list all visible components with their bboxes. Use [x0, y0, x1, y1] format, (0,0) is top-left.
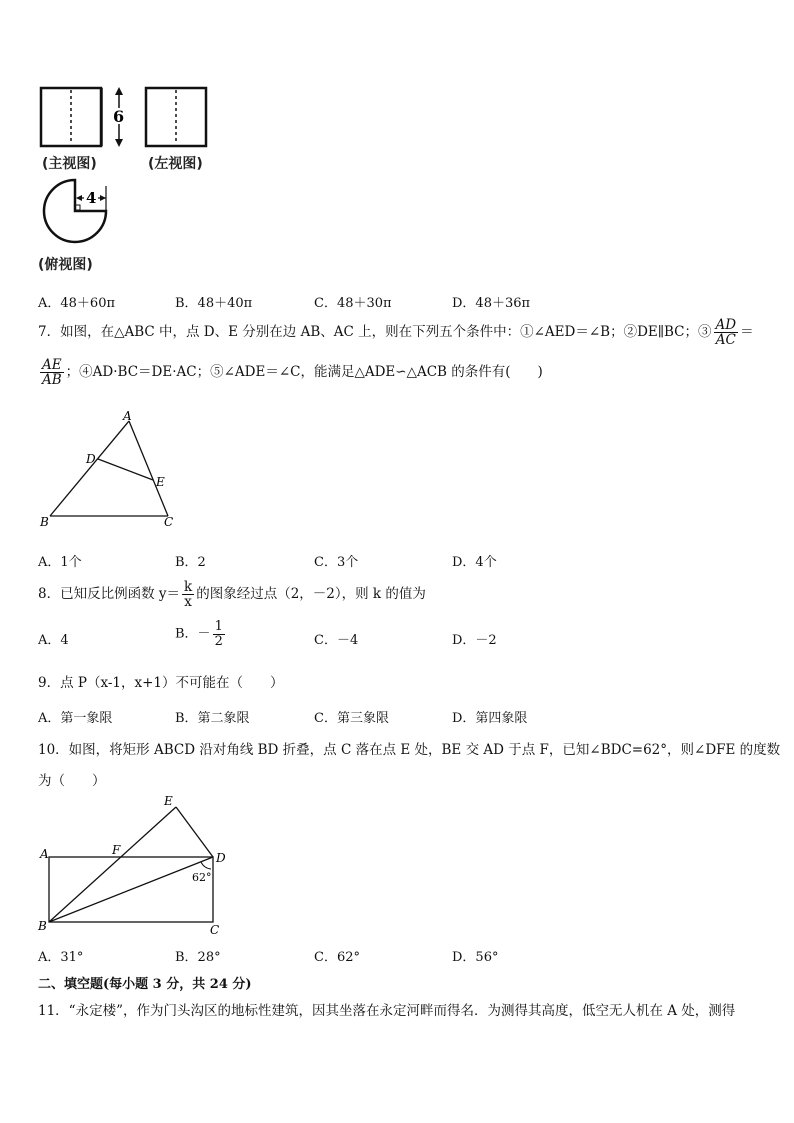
q8-fraction-k-x	[182, 580, 194, 609]
q7-frac2-num: AE	[40, 358, 64, 373]
q7-triangle-figure	[36, 410, 186, 530]
q10-option-b: B．28°	[175, 950, 221, 965]
q7-text-suffix: ；④AD·BC＝DE·AC；⑤∠ADE＝∠C，能满足△ADE∽△ACB 的条件有( )	[65, 364, 543, 381]
top-view-label: (俯视图)	[38, 257, 93, 273]
q7-label-a: A	[123, 410, 132, 423]
q6-option-a: A．48＋60π	[38, 296, 116, 311]
q7-label-e: E	[156, 475, 165, 489]
q10-option-a: A．31°	[38, 950, 84, 965]
q7-label-b: B	[40, 515, 49, 529]
q7-option-c: C．3个	[314, 555, 359, 570]
q7-text-prefix: 7．如图，在△ABC 中，点 D、E 分别在边 AB、AC 上，则在下列五个条件中：①∠AED＝∠B；②DE∥BC；③	[38, 324, 712, 341]
q10-label-e: E	[164, 794, 173, 808]
three-views-figure	[36, 82, 226, 282]
q7-frac1-den: AC	[715, 332, 736, 349]
q10-option-d: D．56°	[452, 950, 499, 965]
q8-option-b-num: 1	[214, 619, 223, 634]
q7-fraction-ad-ac	[714, 318, 739, 347]
q7-option-a: A．1个	[38, 555, 82, 570]
height-dimension: 6	[113, 107, 125, 126]
q10-fold-figure	[36, 792, 236, 937]
q10-label-a: A	[40, 847, 49, 861]
q6-option-d: D．48＋36π	[452, 296, 531, 311]
q8-frac-den: x	[184, 594, 192, 611]
q6-option-b: B．48＋40π	[175, 296, 253, 311]
q8-option-b-prefix: B．－	[175, 626, 211, 642]
q7-frac1-num: AD	[715, 317, 737, 333]
q10-option-c: C．62°	[314, 950, 360, 965]
left-view-label: (左视图)	[148, 156, 203, 172]
q7-equals: ＝	[740, 324, 754, 341]
q6-option-c: C．48＋30π	[314, 296, 392, 311]
q8-option-b	[175, 620, 227, 648]
q10-angle-label: 62°	[192, 871, 212, 884]
q10-line2: 为（ ）	[38, 773, 106, 789]
q7-label-d: D	[86, 452, 96, 466]
q8-option-d: D．－2	[452, 633, 497, 648]
q9-question: 9．点 P（x-1，x+1）不可能在（ ）	[38, 675, 284, 691]
front-view-label: (主视图)	[42, 156, 97, 172]
q8-option-a: A．4	[38, 633, 69, 648]
q7-label-c: C	[164, 515, 174, 529]
q10-label-c: C	[210, 923, 220, 937]
q10-label-d: D	[216, 851, 226, 865]
q11-question: 11．“永定楼”，作为门头沟区的地标性建筑，因其坐落在永定河畔而得名．为测得其高度，低空无人机在 A 处，测得	[38, 1003, 736, 1019]
q7-option-d: D．4个	[452, 555, 497, 570]
q10-line1: 10．如图，将矩形 ABCD 沿对角线 BD 折叠，点 C 落在点 E 处，BE 交 AD 于点 F，已知∠BDC=62°，则∠DFE 的度数	[38, 742, 781, 758]
q10-label-f: F	[112, 843, 121, 857]
q9-option-c: C．第三象限	[314, 711, 389, 726]
q8-question	[38, 580, 426, 609]
q7-option-b: B．2	[175, 555, 206, 570]
q9-option-d: D．第四象限	[452, 711, 528, 726]
q8-option-b-fraction	[213, 620, 225, 648]
q8-suffix: 的图象经过点（2，－2），则 k 的值为	[196, 586, 426, 603]
q8-option-b-den: 2	[214, 633, 223, 649]
radius-dimension: 4	[86, 189, 97, 207]
section-2-heading: 二、填空题(每小题 3 分，共 24 分)	[38, 977, 252, 992]
q8-prefix: 8．已知反比例函数 y＝	[38, 586, 181, 603]
q7-line1	[38, 318, 754, 347]
q10-label-b: B	[38, 919, 47, 933]
q7-frac2-den: AB	[42, 372, 62, 389]
q7-line2	[38, 358, 543, 387]
q8-frac-num: k	[184, 579, 193, 595]
q8-option-c: C．－4	[314, 633, 359, 648]
q9-option-a: A．第一象限	[38, 711, 113, 726]
q9-option-b: B．第二象限	[175, 711, 250, 726]
q7-fraction-ae-ab	[40, 358, 64, 387]
